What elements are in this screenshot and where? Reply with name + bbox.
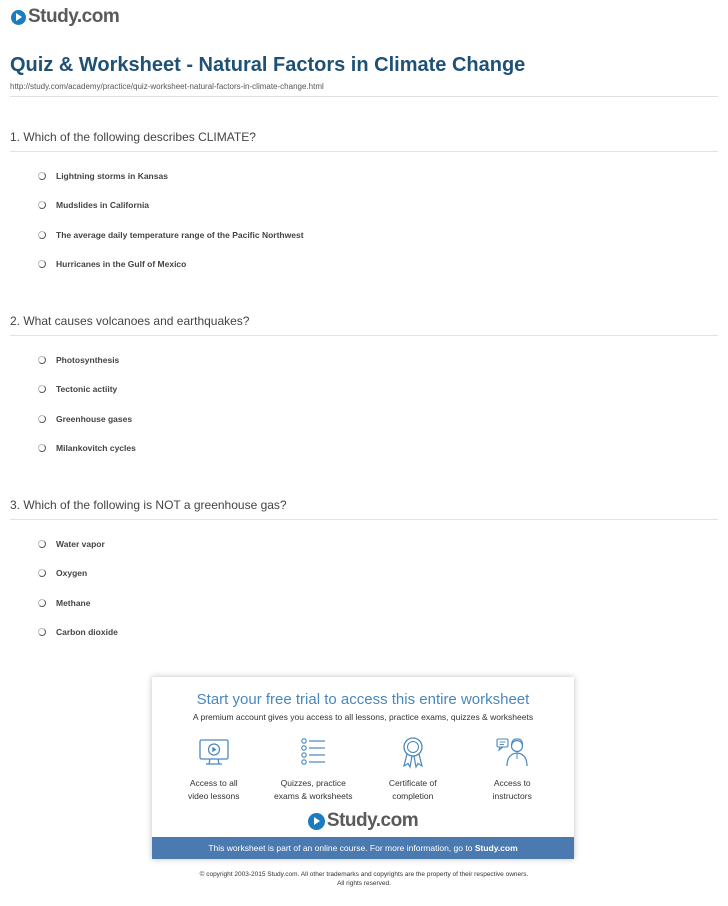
answer-option[interactable] <box>10 375 718 405</box>
answer-label: Hurricanes in the Gulf of Mexico <box>56 259 187 270</box>
answer-option[interactable] <box>10 434 718 464</box>
promo-subheading: A premium account gives you access to all lessons, practice exams, quizzes & worksheets <box>192 712 534 722</box>
title-divider <box>10 96 718 97</box>
answer-label: Methane <box>56 597 91 608</box>
page-url[interactable]: http://study.com/academy/practice/quiz-worksheet-natural-factors-in-climate-change.html <box>10 82 324 91</box>
answer-label: Mudslides in California <box>56 200 150 211</box>
answer-label: Carbon dioxide <box>56 627 118 638</box>
copyright-footer <box>0 870 728 888</box>
play-circle-icon <box>11 10 26 25</box>
promo-heading[interactable]: Start your free trial to access this entire worksheet <box>196 691 530 708</box>
radio-icon[interactable] <box>38 599 46 607</box>
free-trial-promo[interactable] <box>152 677 574 859</box>
radio-icon[interactable] <box>38 628 46 636</box>
logo-text: Study.com <box>28 6 120 27</box>
feature-list <box>152 735 574 803</box>
answer-option[interactable] <box>10 250 718 280</box>
answer-option[interactable] <box>10 588 718 618</box>
answer-options <box>10 529 718 647</box>
feature-video-lessons <box>166 735 262 803</box>
study-logo[interactable] <box>11 6 119 28</box>
answer-option[interactable] <box>10 191 718 221</box>
answer-label: Oxygen <box>56 568 88 579</box>
question-1 <box>10 130 718 279</box>
rights-text: All rights reserved. <box>337 880 391 887</box>
feature-label: Access to instructors <box>492 778 532 801</box>
radio-icon[interactable] <box>38 201 46 209</box>
feature-label: Access to all video lessons <box>187 778 240 801</box>
feature-label: Certificate of completion <box>388 778 437 801</box>
page-title: Quiz & Worksheet - Natural Factors in Climate Change <box>10 54 526 76</box>
question-text: 3. Which of the following is NOT a greenhouse gas? <box>10 498 718 520</box>
radio-icon[interactable] <box>38 260 46 268</box>
study-link[interactable]: Study.com <box>474 843 518 853</box>
logo-text: Study.com <box>326 810 419 831</box>
promo-study-logo[interactable] <box>152 810 574 832</box>
answer-label: Photosynthesis <box>56 354 120 365</box>
answer-option[interactable] <box>10 529 718 559</box>
answer-label: Greenhouse gases <box>56 413 133 424</box>
feature-instructors <box>464 735 560 803</box>
play-circle-icon <box>308 813 325 830</box>
radio-icon[interactable] <box>38 231 46 239</box>
answer-option[interactable] <box>10 220 718 250</box>
answer-option[interactable] <box>10 161 718 191</box>
radio-icon[interactable] <box>38 385 46 393</box>
radio-icon[interactable] <box>38 415 46 423</box>
answer-option[interactable] <box>10 618 718 648</box>
feature-certificate <box>365 735 461 803</box>
answer-label: Tectonic actiity <box>56 384 118 395</box>
checklist-icon <box>296 735 330 769</box>
video-screen-icon <box>197 735 231 769</box>
question-2 <box>10 314 718 463</box>
answer-option[interactable] <box>10 345 718 375</box>
question-text: 2. What causes volcanoes and earthquakes? <box>10 314 718 336</box>
promo-info-bar <box>152 837 574 859</box>
answer-label: Milankovitch cycles <box>56 443 136 454</box>
radio-icon[interactable] <box>38 540 46 548</box>
answer-label: Water vapor <box>56 538 105 549</box>
answer-options <box>10 161 718 279</box>
radio-icon[interactable] <box>38 356 46 364</box>
promo-bar-text: This worksheet is part of an online course. For more information, go to <box>208 843 473 853</box>
feature-quizzes <box>265 735 361 803</box>
question-3 <box>10 498 718 647</box>
copyright-text: © copyright 2003-2015 Study.com. All other trademarks and copyrights are the property of their respective owners. <box>199 871 529 878</box>
radio-icon[interactable] <box>38 444 46 452</box>
certificate-icon <box>396 735 430 769</box>
instructor-icon <box>495 735 529 769</box>
radio-icon[interactable] <box>38 569 46 577</box>
question-text: 1. Which of the following describes CLIMATE? <box>10 130 718 152</box>
answer-label: Lightning storms in Kansas <box>56 170 168 181</box>
answer-option[interactable] <box>10 404 718 434</box>
answer-label: The average daily temperature range of the Pacific Northwest <box>56 229 304 240</box>
feature-label: Quizzes, practice exams & worksheets <box>274 778 353 801</box>
answer-option[interactable] <box>10 559 718 589</box>
radio-icon[interactable] <box>38 172 46 180</box>
answer-options <box>10 345 718 463</box>
